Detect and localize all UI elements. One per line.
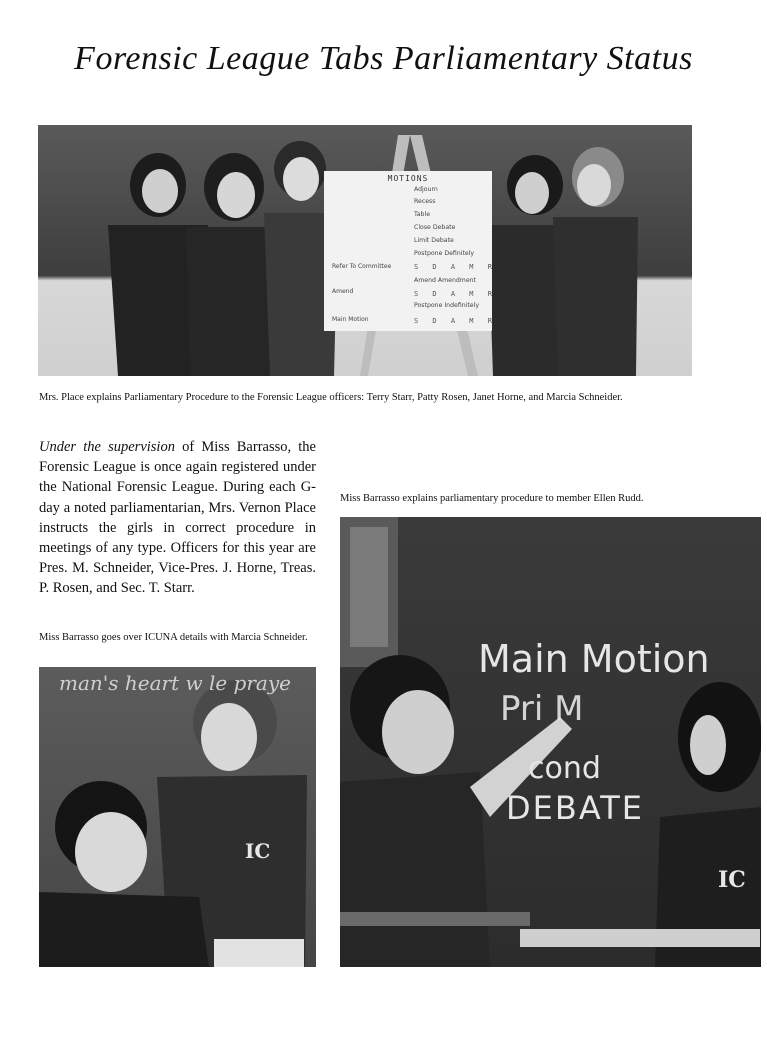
caption-ellen-rudd: Miss Barrasso explains parliamentary procedure to member Ellen Rudd.: [340, 493, 644, 504]
page-title: Forensic League Tabs Parliamentary Status: [74, 40, 693, 77]
motions-chart-board: [324, 171, 497, 331]
board-item: Limit Debate: [414, 237, 454, 244]
article-text: of Miss Barrasso, the Forensic League is once again registered under the National Forensic League. During each G-day a noted parliamentarian, Mrs. Vernon Place instructs the girls in correct procedure in meetings of any type. Officers for this year are Pres. M. Schneider, Vice-Pres. J. Horne, Treas. P. Rosen, and Sec. T. Starr.: [39, 439, 316, 597]
chalk-line-2: Pri M: [500, 689, 584, 729]
board-row-letters: S D A M R: [414, 263, 497, 271]
chalkboard-scene: [340, 517, 761, 967]
blazer-emblem: IC: [245, 839, 271, 863]
photo-icuna-details: [39, 667, 316, 967]
board-item: Adjourn: [414, 186, 438, 193]
board-item: Postpone Definitely: [414, 250, 475, 257]
blazer-emblem: IC: [718, 867, 746, 893]
icuna-scene: [39, 667, 316, 967]
chalk-line-3: cond: [528, 751, 601, 786]
chalk-script: man's heart w le praye: [59, 671, 291, 695]
board-item: Amend Amendment: [414, 277, 476, 284]
caption-icuna: Miss Barrasso goes over ICUNA details with Marcia Schneider.: [39, 632, 308, 643]
photo-chalkboard-lesson: [340, 517, 761, 967]
board-left-label: Refer To Committee: [332, 263, 392, 270]
board-row-letters: S D A M R: [414, 290, 497, 298]
board-left-label: Amend: [332, 288, 354, 295]
board-item: Recess: [414, 198, 436, 205]
board-item: Close Debate: [414, 224, 456, 231]
board-item: Postpone Indefinitely: [414, 302, 479, 309]
board-heading: MOTIONS: [387, 174, 429, 183]
chalk-debate: DEBATE: [506, 789, 644, 827]
chalk-main-motion: Main Motion: [478, 637, 710, 681]
board-row-letters: S D A M R: [414, 317, 497, 325]
caption-officers: Mrs. Place explains Parliamentary Procedure to the Forensic League officers: Terry Starr, Patty Rosen, Janet Horne, and Marcia Schneider.: [39, 392, 623, 403]
article-body: [39, 437, 316, 599]
board-left-label: Main Motion: [332, 316, 369, 323]
article-lead: Under the supervision: [39, 439, 175, 455]
board-item: Table: [414, 211, 430, 218]
